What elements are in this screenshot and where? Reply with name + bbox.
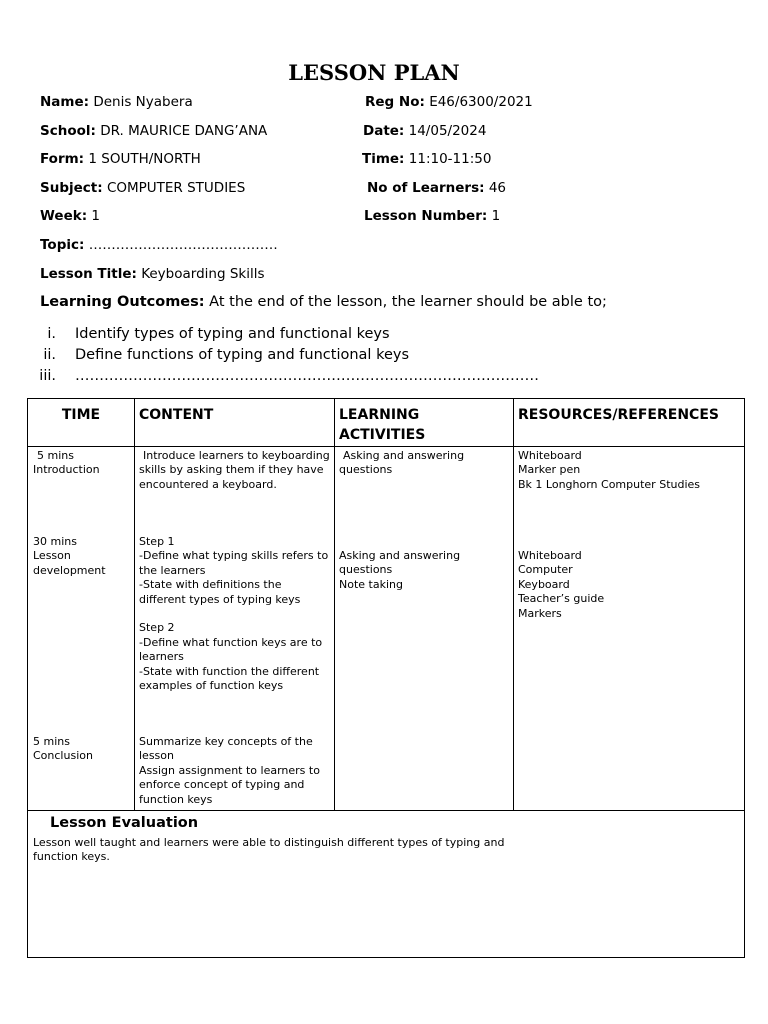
topic-field [40, 237, 278, 253]
learning-outcomes-label: Learning Outcomes: [40, 294, 205, 310]
cell-line: Marker pen [518, 463, 581, 477]
date-label: Date: [363, 123, 405, 139]
cell-line: Asking and answering [343, 449, 465, 462]
cell-line: Computer [518, 563, 573, 577]
week-field [40, 208, 100, 224]
cell-line: Whiteboard [518, 549, 582, 562]
column-divider [334, 399, 335, 811]
header-activities-line: LEARNING [339, 407, 420, 423]
cell-line: questions [339, 563, 393, 577]
topic-value: …………………………………… [88, 237, 278, 253]
evaluation-title: Lesson Evaluation [50, 815, 199, 831]
subject-label: Subject: [40, 180, 103, 196]
lesson-title-field [40, 266, 265, 282]
cell-line: Summarize key concepts of the [139, 735, 313, 748]
lesson-title-label: Lesson Title: [40, 266, 137, 282]
conclusion-time [33, 735, 93, 764]
cell-line: 5 mins [33, 735, 70, 748]
list-text: Define functions of typing and functional keys [75, 347, 410, 363]
cell-line: development [33, 563, 106, 577]
learning-outcomes [40, 294, 607, 310]
column-divider [134, 399, 135, 811]
school-field [40, 123, 267, 139]
learners-value: 46 [488, 180, 506, 196]
cell-line: Conclusion [33, 749, 93, 763]
header-activities-line: ACTIVITIES [339, 427, 426, 443]
subject-field [40, 180, 245, 196]
cell-line: Teacher’s guide [518, 592, 605, 606]
intro-time [33, 449, 100, 478]
cell-line: Markers [518, 606, 562, 620]
evaluation-divider [28, 810, 744, 811]
column-divider [513, 399, 514, 811]
cell-line: lesson [139, 749, 174, 763]
cell-line: Note taking [339, 577, 403, 591]
header-divider [28, 446, 744, 447]
cell-line: questions [339, 463, 393, 477]
time-field [362, 151, 491, 167]
list-number: iii. [39, 368, 56, 384]
reg-value: E46/6300/2021 [429, 94, 533, 110]
cell-line: Introduce learners to keyboarding [143, 449, 330, 462]
cell-line: encountered a keyboard. [139, 477, 277, 491]
learners-field [367, 180, 506, 196]
lesson-number-field [364, 208, 500, 224]
cell-line: Assign assignment to learners to [139, 763, 320, 777]
header-activities [339, 405, 425, 445]
date-field [363, 123, 486, 139]
cell-line: skills by asking them if they have [139, 463, 324, 477]
development-resources [518, 549, 604, 621]
lesson-title-value: Keyboarding Skills [141, 266, 265, 282]
name-field [40, 94, 193, 110]
list-number: ii. [43, 347, 56, 363]
list-text: Identify types of typing and functional keys [75, 326, 390, 342]
intro-activities [339, 449, 464, 478]
reg-label: Reg No: [365, 94, 425, 110]
cell-line: the learners [139, 563, 206, 577]
cell-line: Keyboard [518, 577, 570, 591]
school-label: School: [40, 123, 96, 139]
cell-line: 30 mins [33, 535, 77, 548]
cell-line: Step 2 [139, 621, 175, 635]
cell-line: -State with definitions the [139, 578, 282, 592]
learning-outcomes-intro: At the end of the lesson, the learner should be able to; [209, 294, 607, 310]
cell-line: -Define what function keys are to [139, 635, 323, 649]
date-value: 14/05/2024 [408, 123, 487, 139]
cell-line: 5 mins [37, 449, 74, 462]
time-label: Time: [362, 151, 405, 167]
cell-line [139, 607, 328, 621]
cell-line: Lesson [33, 549, 71, 563]
conclusion-content [139, 735, 320, 807]
development-time [33, 535, 106, 578]
name-label: Name: [40, 94, 90, 110]
cell-line: Asking and answering [339, 549, 461, 562]
cell-line: -Define what typing skills refers to [139, 549, 329, 563]
week-label: Week: [40, 208, 88, 224]
cell-line: examples of function keys [139, 679, 284, 693]
form-value: 1 SOUTH/NORTH [88, 151, 201, 167]
intro-resources [518, 449, 700, 492]
cell-line: function keys [139, 792, 213, 806]
lesson-number-label: Lesson Number: [364, 208, 488, 224]
development-content [139, 535, 328, 693]
form-label: Form: [40, 151, 85, 167]
header-time: TIME [61, 407, 101, 423]
school-value: DR. MAURICE DANG’ANA [100, 123, 268, 139]
reg-field [365, 94, 533, 110]
name-value: Denis Nyabera [93, 94, 193, 110]
cell-line: learners [139, 650, 184, 664]
header-resources: RESOURCES/REFERENCES [518, 407, 719, 423]
intro-content [139, 449, 330, 492]
lesson-number-value: 1 [491, 208, 501, 224]
list-number: i. [47, 326, 56, 342]
cell-line: enforce concept of typing and [139, 778, 305, 792]
page-title: LESSON PLAN [288, 60, 460, 85]
form-field [40, 151, 201, 167]
cell-line: Step 1 [139, 535, 175, 548]
cell-line: Whiteboard [518, 449, 582, 462]
lesson-table [27, 398, 745, 958]
topic-label: Topic: [40, 237, 85, 253]
development-activities [339, 549, 460, 592]
time-value: 11:10-11:50 [408, 151, 492, 167]
cell-line: different types of typing keys [139, 592, 301, 606]
evaluation-text: Lesson well taught and learners were able to distinguish different types of typing and function keys. [33, 836, 505, 864]
subject-value: COMPUTER STUDIES [106, 180, 246, 196]
learners-label: No of Learners: [367, 180, 485, 196]
list-text: …………………………………………………………………………………… [75, 368, 539, 384]
header-content: CONTENT [139, 407, 214, 423]
week-value: 1 [91, 208, 100, 224]
cell-line: -State with function the different [139, 664, 320, 678]
cell-line: Introduction [33, 463, 100, 477]
cell-line: Bk 1 Longhorn Computer Studies [518, 477, 701, 491]
